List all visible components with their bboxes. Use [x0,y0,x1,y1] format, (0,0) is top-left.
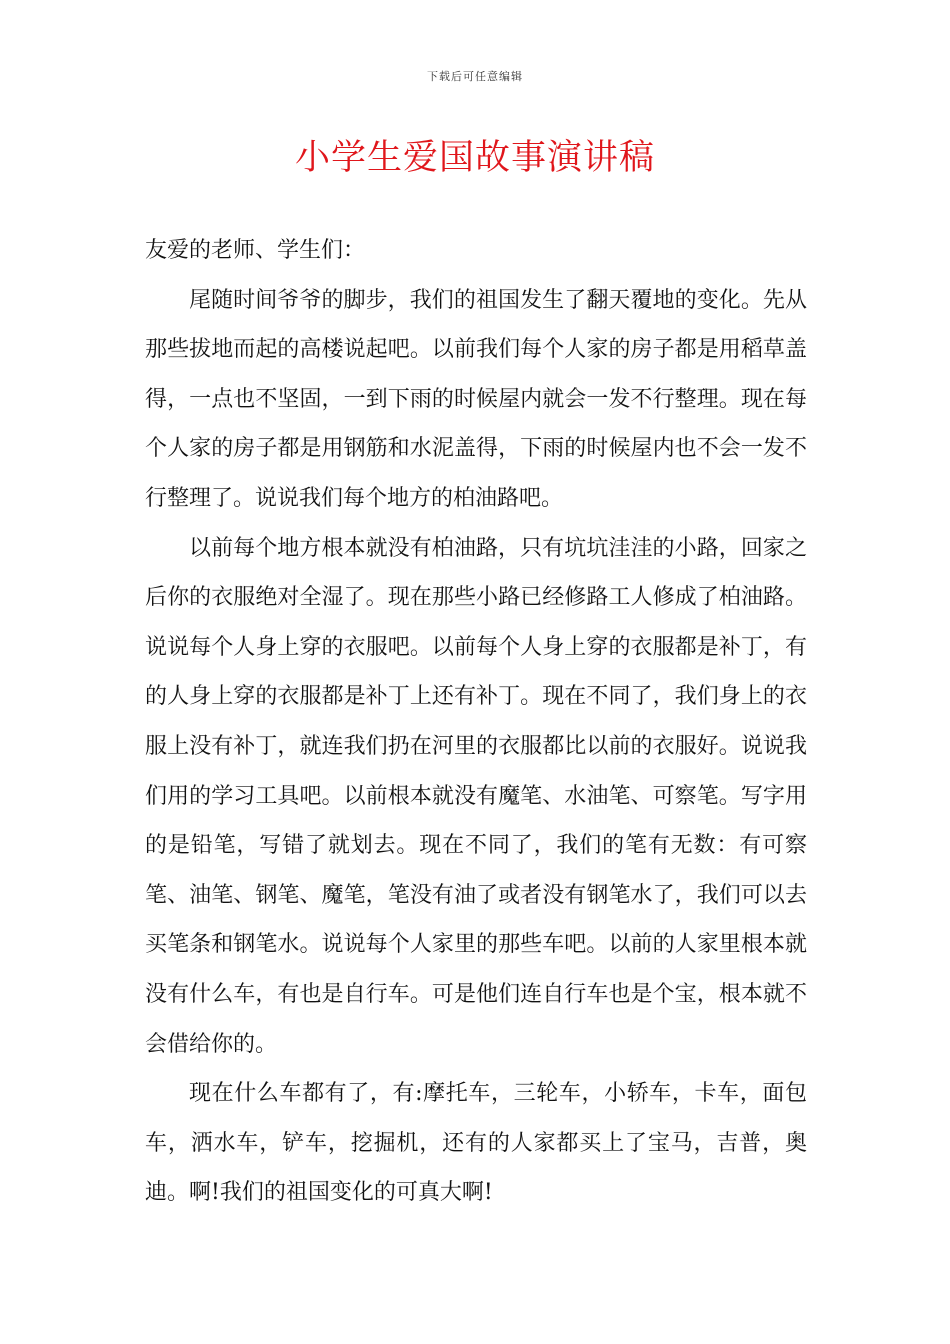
salutation: 友爱的老师、学生们： [145,238,366,263]
paragraph-1: 尾随时间爷爷的脚步，我们的祖国发生了翻天覆地的变化。先从那些拔地而起的高楼说起吧。以前我们每个人家的房子都是用稻草盖得，一点也不坚固，一到下雨的时候屋内就会一发不行整理。现在每个人家的房子都是用钢筋和水泥盖得，下雨的时候屋内也不会一发不行整理了。说说我们每个地方的柏油路吧。 [145,287,807,511]
document-title: 小学生爱国故事演讲稿 [294,138,655,178]
document-body [145,226,807,1218]
header-note: 下载后可任意编辑 [427,70,523,83]
paragraph-2: 以前每个地方根本就没有柏油路，只有坑坑洼洼的小路，回家之后你的衣服绝对全湿了。现在那些小路已经修路工人修成了柏油路。说说每个人身上穿的衣服吧。以前每个人身上穿的衣服都是补丁，有的人身上穿的衣服都是补丁上还有补丁。现在不同了，我们身上的衣服上没有补丁，就连我们扔在河里的衣服都比以前的衣服好。说说我们用的学习工具吧。以前根本就没有魔笔、水油笔、可察笔。写字用的是铅笔，写错了就划去。现在不同了，我们的笔有无数：有可察笔、油笔、钢笔、魔笔，笔没有油了或者没有钢笔水了，我们可以去买笔条和钢笔水。说说每个人家里的那些车吧。以前的人家里根本就没有什么车，有也是自行车。可是他们连自行车也是个宝，根本就不会借给你的。 [145,535,807,1057]
paragraph-3: 现在什么车都有了，有:摩托车，三轮车，小轿车，卡车，面包车，洒水车，铲车，挖掘机，还有的人家都买上了宝马，吉普，奥迪。啊!我们的祖国变化的可真大啊! [145,1081,807,1206]
